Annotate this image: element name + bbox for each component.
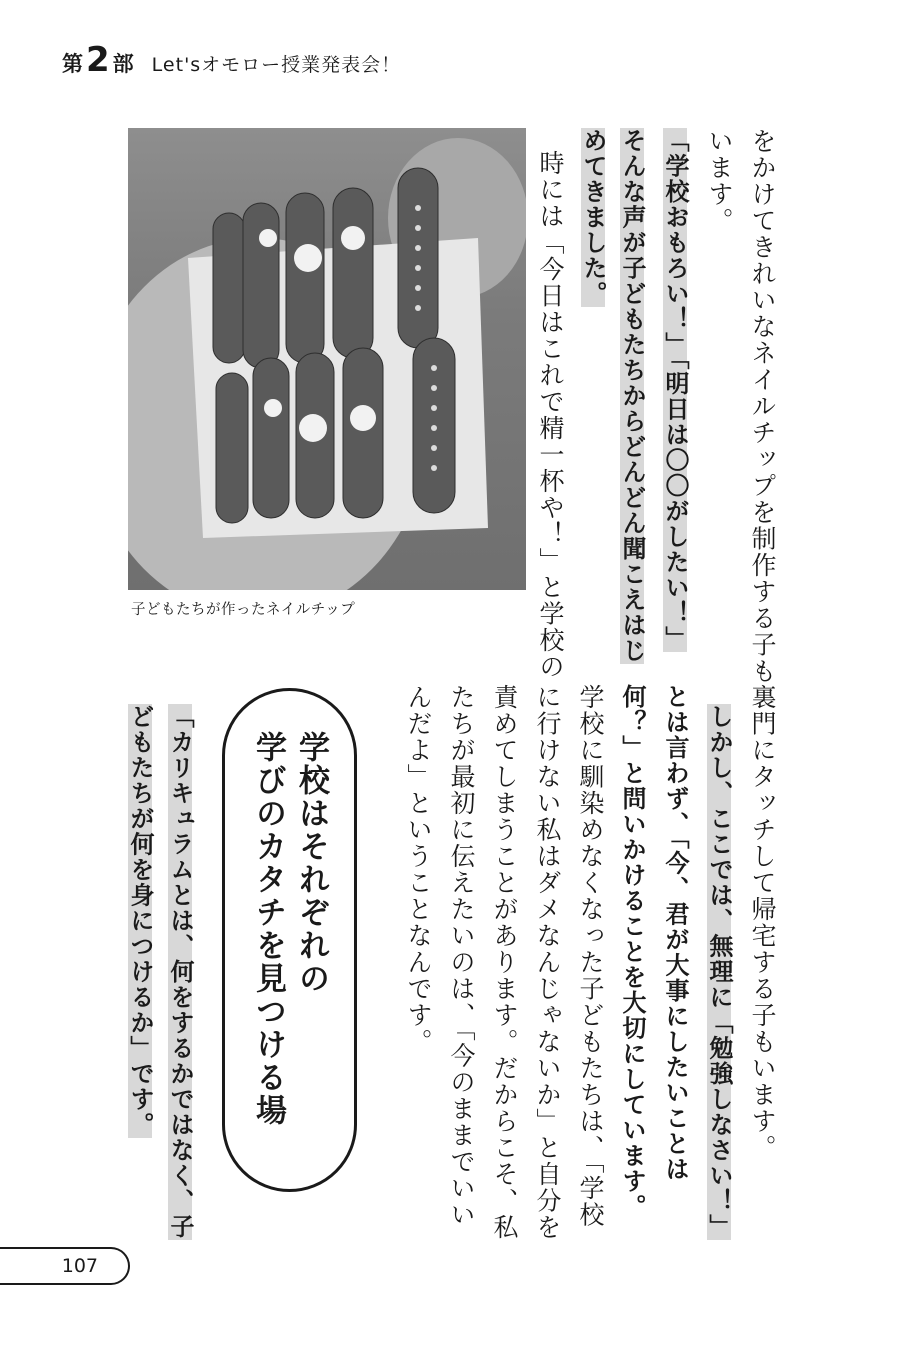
- body-column-9: とは言わず、「今、君が大事にしたいことは: [661, 684, 689, 1182]
- body-column-10: 何？」と問いかけることを大切にしています。: [618, 684, 646, 1220]
- body-column-17: どもたちが何を身につけるか」です。: [126, 704, 154, 1138]
- section-heading-box: [222, 688, 357, 1192]
- body-column-7: 裏門にタッチして帰宅する子もいます。: [748, 684, 777, 1161]
- body-column-8: しかし、ここでは、無理に「勉強しなさい！」: [705, 704, 733, 1240]
- nail-tips-photo: [128, 128, 526, 590]
- body-column-11: 学校に馴染めなくなった子どもたちは、「学校: [576, 684, 605, 1228]
- part-title: Let'sオモロー授業発表会！: [151, 54, 402, 76]
- page-number-tab: [0, 1247, 130, 1285]
- body-column-12: に行けない私はダメなんじゃないか」と自分を: [533, 684, 562, 1241]
- body-column-5: めてきました。: [579, 128, 607, 307]
- running-header: [62, 40, 401, 80]
- photo-caption: 子どもたちが作ったネイルチップ: [131, 602, 356, 618]
- part-prefix: 第: [62, 52, 83, 76]
- heading-line-1: 学校はそれぞれの: [293, 731, 329, 995]
- body-column-13: 責めてしまうことがあります。だからこそ、私: [490, 684, 519, 1241]
- body-column-3: 「学校おもろい！」「明日は〇〇がしたい！」: [661, 128, 689, 652]
- body-column-14: たちが最初に伝えたいのは、「今のままでいい: [447, 684, 476, 1228]
- photo-illustration: [128, 128, 526, 590]
- part-suffix: 部: [112, 52, 134, 76]
- body-column-2: います。: [705, 128, 734, 234]
- body-column-15: んだよ」ということなんです。: [404, 684, 433, 1055]
- part-number: 2: [86, 40, 110, 80]
- body-column-1: をかけてきれいなネイルチップを制作する子も: [748, 128, 777, 685]
- body-column-4: そんな声が子どもたちからどんどん聞こえはじ: [618, 128, 646, 664]
- body-column-16: 「カリキュラムとは、何をするかではなく、子: [166, 704, 194, 1240]
- heading-line-2: 学びのカタチを見つける場: [250, 731, 286, 1127]
- body-column-6: 時には「今日はこれで精一杯や！」と学校の: [536, 150, 565, 680]
- page-number: 107: [61, 1255, 98, 1277]
